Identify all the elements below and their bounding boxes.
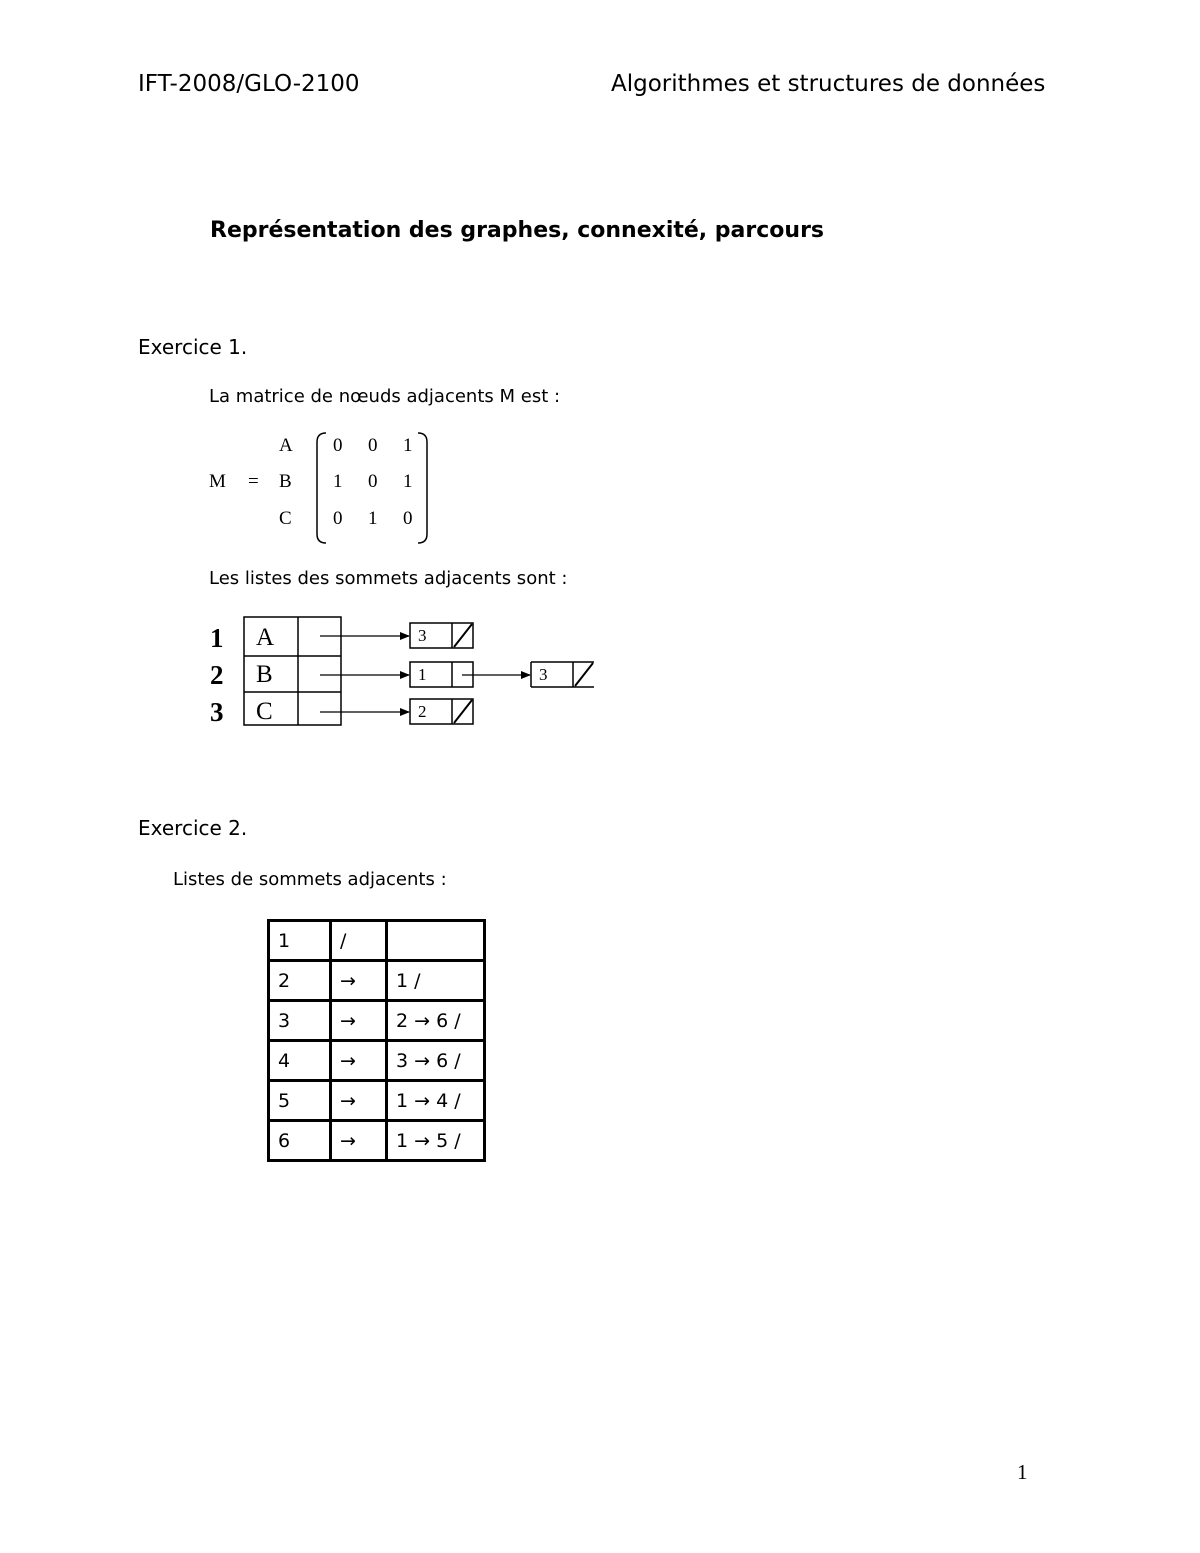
matrix-cell: 0 bbox=[403, 508, 413, 529]
matrix-cell: 1 bbox=[333, 471, 343, 492]
matrix-name: M bbox=[209, 471, 226, 492]
matrix-cell: 1 bbox=[403, 471, 413, 492]
neighbors-cell: 1 → 4 / bbox=[388, 1082, 486, 1122]
header-course-code: IFT-2008/GLO-2100 bbox=[138, 71, 360, 97]
node-value: 3 bbox=[539, 665, 548, 684]
matrix-row-label: A bbox=[279, 435, 293, 456]
page-number: 1 bbox=[1017, 1460, 1028, 1484]
pointer-cell: → bbox=[332, 1122, 388, 1162]
matrix-cell: 0 bbox=[368, 471, 378, 492]
page-title: Représentation des graphes, connexité, parcours bbox=[210, 218, 825, 243]
pointer-cell: → bbox=[332, 1002, 388, 1042]
vertex-label: B bbox=[256, 661, 273, 688]
node-value: 3 bbox=[418, 626, 427, 645]
table-row bbox=[270, 922, 486, 962]
neighbors-cell: 2 → 6 / bbox=[388, 1002, 486, 1042]
header-course-title: Algorithmes et structures de données bbox=[611, 71, 1046, 97]
pointer-cell: / bbox=[332, 922, 388, 962]
node-value: 2 bbox=[418, 702, 427, 721]
matrix-cell: 0 bbox=[333, 508, 343, 529]
lists-intro: Les listes des sommets adjacents sont : bbox=[209, 568, 568, 589]
table-row bbox=[270, 1122, 486, 1162]
matrix-row-label: C bbox=[279, 508, 292, 529]
exercise-1-heading: Exercice 1. bbox=[138, 335, 248, 359]
null-pointer-slash bbox=[575, 663, 593, 686]
list-index: 1 bbox=[210, 623, 224, 653]
matrix-row-label: B bbox=[279, 471, 292, 492]
table-row bbox=[270, 1002, 486, 1042]
adjacency-list-table bbox=[267, 919, 486, 1162]
vertex-cell: 5 bbox=[270, 1082, 332, 1122]
list-index: 3 bbox=[210, 697, 224, 727]
vertex-cell: 4 bbox=[270, 1042, 332, 1082]
exercise-2-intro: Listes de sommets adjacents : bbox=[173, 869, 447, 890]
vertex-label: C bbox=[256, 698, 273, 725]
table-row bbox=[270, 1042, 486, 1082]
table-row bbox=[270, 962, 486, 1002]
pointer-cell: → bbox=[332, 962, 388, 1002]
pointer-cell: → bbox=[332, 1042, 388, 1082]
vertex-cell: 6 bbox=[270, 1122, 332, 1162]
neighbors-cell: 3 → 6 / bbox=[388, 1042, 486, 1082]
neighbors-cell: 1 → 5 / bbox=[388, 1122, 486, 1162]
matrix-equals: = bbox=[248, 471, 259, 492]
vertex-cell: 3 bbox=[270, 1002, 332, 1042]
vertex-label: A bbox=[256, 624, 275, 651]
matrix-cell: 0 bbox=[333, 435, 343, 456]
matrix-cell: 1 bbox=[368, 508, 378, 529]
neighbors-cell: 1 / bbox=[388, 962, 486, 1002]
null-pointer-slash bbox=[454, 700, 472, 723]
list-index: 2 bbox=[210, 660, 224, 690]
table-row bbox=[270, 1082, 486, 1122]
matrix-intro: La matrice de nœuds adjacents M est : bbox=[209, 386, 561, 407]
node-value: 1 bbox=[418, 665, 427, 684]
vertex-cell: 2 bbox=[270, 962, 332, 1002]
matrix-cell: 0 bbox=[368, 435, 378, 456]
exercise-2-heading: Exercice 2. bbox=[138, 816, 248, 840]
vertex-cell: 1 bbox=[270, 922, 332, 962]
neighbors-cell bbox=[388, 922, 486, 962]
pointer-cell: → bbox=[332, 1082, 388, 1122]
matrix-cell: 1 bbox=[403, 435, 413, 456]
linked-list-diagram bbox=[0, 0, 1200, 760]
null-pointer-slash bbox=[454, 624, 472, 647]
